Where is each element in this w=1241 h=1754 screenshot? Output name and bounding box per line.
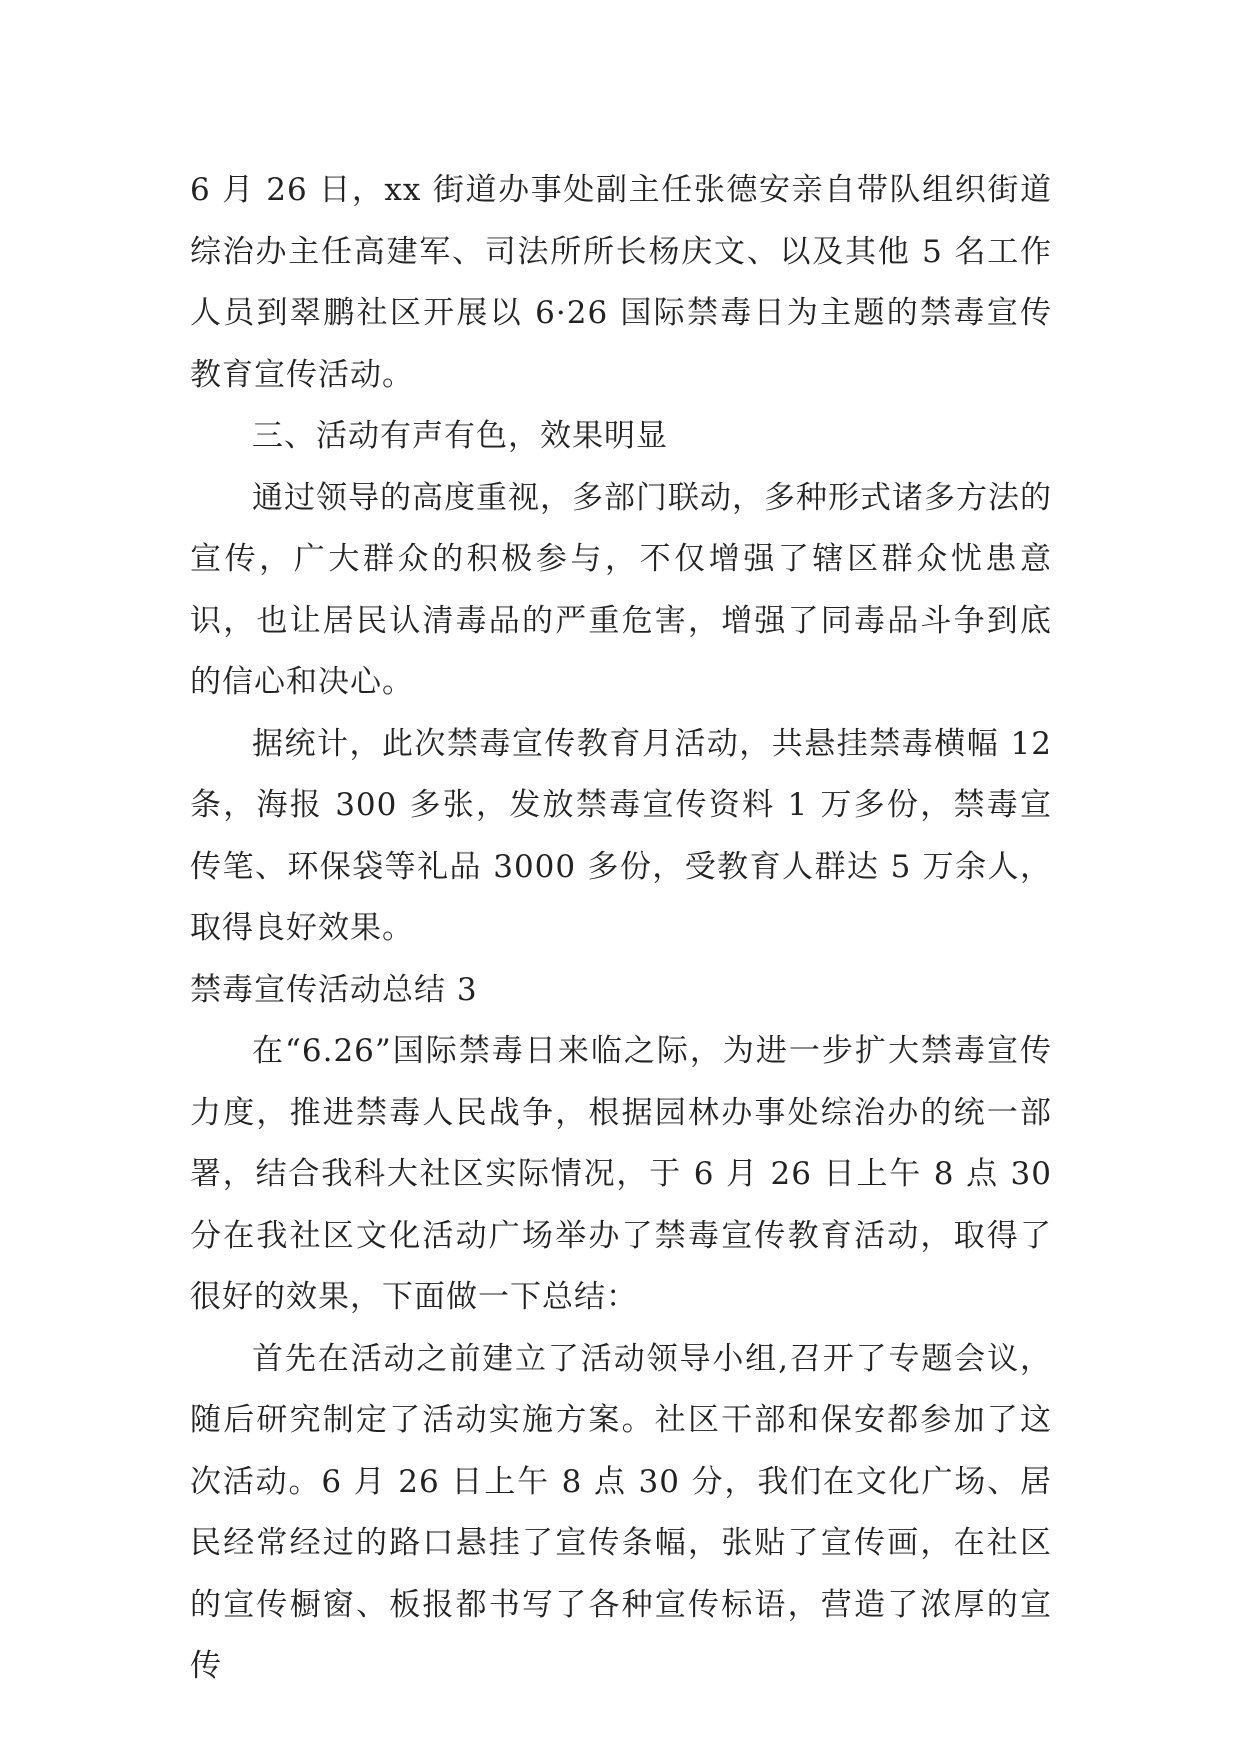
paragraph-leadership-impact: 通过领导的高度重视，多部门联动，多种形式诸多方法的宣传，广大群众的积极参与，不仅增强了辖区群众忧患意识，也让居民认清毒品的严重危害，增强了同毒品斗争到底的信心和决心。 [190,479,1052,700]
paragraph-summary-intro: 在“6.26”国际禁毒日来临之际，为进一步扩大禁毒宣传力度，推进禁毒人民战争，根据园林办事处综治办的统一部署，结合我科大社区实际情况，于 6 月 26 日上午 8 点 30 分在我社区文化活动广场举办了禁毒宣传教育活动，取得了很好的效果，下面做一下总结： [190,1033,1052,1315]
paragraph-summary-preparation: 首先在活动之前建立了活动领导小组,召开了专题会议，随后研究制定了活动实施方案。社区干部和保安都参加了这次活动。6 月 26 日上午 8 点 30 分，我们在文化广场、居民经常经过的路口悬挂了宣传条幅，张贴了宣传画，在社区的宣传橱窗、板报都书写了各种宣传标语，营造了浓厚的宣传 [190,1340,1052,1684]
subheading-activity-results: 三、活动有声有色，效果明显 [252,418,668,454]
section-title-summary-3: 禁毒宣传活动总结 3 [190,971,478,1008]
paragraph-statistics: 据统计，此次禁毒宣传教育月活动，共悬挂禁毒横幅 12 条，海报 300 多张，发放禁毒宣传资料 1 万多份，禁毒宣传笔、环保袋等礼品 3000 多份，受教育人群达 5 万余人，取得良好效果。 [190,725,1052,946]
paragraph-continuation: 6 月 26 日，xx 街道办事处副主任张德安亲自带队组织街道综治办主任高建军、司法所所长杨庆文、以及其他 5 名工作人员到翠鹏社区开展以 6·26 国际禁毒日为主题的禁毒宣传教育宣传活动。 [190,172,1052,393]
document-body [190,160,1052,1698]
